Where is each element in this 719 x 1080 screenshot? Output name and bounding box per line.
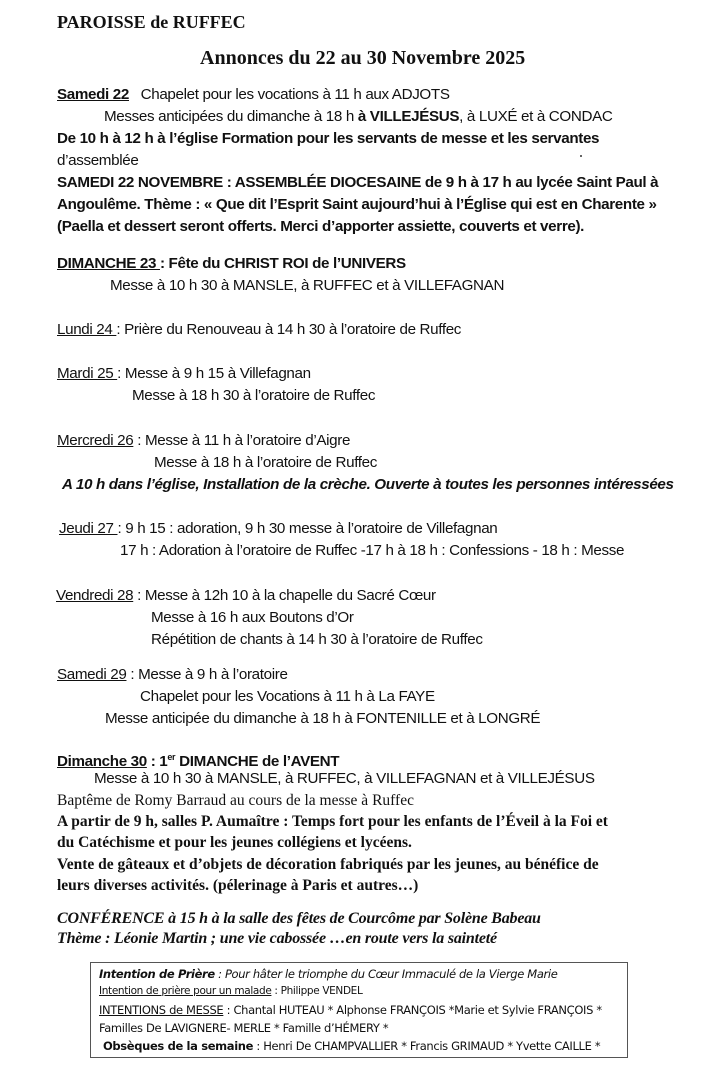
vendredi28-line1 [56,586,436,606]
prayer-label: Intention de Prière [99,967,215,981]
mass-text: : Chantal HUTEAU * Alphonse FRANÇOIS *Marie et Sylvie FRANÇOIS * [223,1003,602,1017]
dimanche30-line1: Messe à 10 h 30 à MANSLE, à RUFFEC, à VILLEFAGNAN et à VILLEJÉSUS [94,770,595,787]
speck [580,155,582,157]
heading-text: DIMANCHE de l’AVENT [175,753,340,771]
vendredi28-line3: Répétition de chants à 14 h 30 à l’oratoire de Ruffec [151,631,483,648]
dimanche30-line4: du Catéchisme et pour les jeunes collégiens et lycéens. [57,834,412,851]
day-label: Samedi 22 [57,86,129,103]
samedi22-line5: SAMEDI 22 NOVEMBRE : ASSEMBLÉE DIOCESAINE de 9 h à 17 h au lycée Saint Paul à [57,174,659,191]
dimanche30-line5: Vente de gâteaux et d’objets de décoration fabriqués par les jeunes, au bénéfice de [57,856,599,873]
mercredi26-line1 [57,431,350,451]
announcement-text: Chapelet pour les vocations à 11 h aux ADJOTS [140,86,450,103]
lundi24-line1 [57,320,461,340]
dimanche23-heading [57,254,406,274]
samedi22-line6: Angoulême. Thème : « Que dit l’Esprit Saint aujourd’hui à l’Église qui est en Charente » [57,196,657,213]
day-label: DIMANCHE 23 [57,255,160,272]
mass-intentions [99,1003,602,1017]
mercredi26-line3: A 10 h dans l’église, Installation de la crèche. Ouverte à toutes les personnes intéressées [62,476,674,493]
day-label: Vendredi 28 [56,587,134,604]
samedi29-line2: Chapelet pour les Vocations à 11 h à La FAYE [140,688,435,705]
announcement-text: : 9 h 15 : adoration, 9 h 30 messe à l’oratoire de Villefagnan [117,520,498,537]
samedi22-line1 [57,85,450,105]
samedi29-line1 [57,665,288,685]
mass-intentions-cont: Familles De LAVIGNERE- MERLE * Famille d’HÉMERY * [99,1021,389,1035]
announcement-text: : Prière du Renouveau à 14 h 30 à l’oratoire de Ruffec [116,321,462,338]
samedi22-line2 [104,107,613,127]
announcement-text: : Messe à 9 h à l’oratoire [126,666,288,683]
announcement-text: Messes anticipées du dimanche à 18 h [104,108,358,125]
prayer-text: : Pour hâter le triomphe du Cœur Immaculé de la Vierge Marie [214,967,558,981]
funeral-label: Obsèques de la semaine [103,1039,254,1053]
day-label: Jeudi 27 [59,520,118,537]
page-title: Annonces du 22 au 30 Novembre 2025 [200,47,526,69]
sick-label: Intention de prière pour un malade [99,985,272,997]
vendredi28-line2: Messe à 16 h aux Boutons d’Or [151,609,354,626]
announcement-text: : Messe à 9 h 15 à Villefagnan [117,365,311,382]
mardi25-line2: Messe à 18 h 30 à l’oratoire de Ruffec [132,387,376,404]
dimanche30-line2: Baptême de Romy Barraud au cours de la messe à Ruffec [57,792,414,809]
jeudi27-line1 [59,519,497,539]
ordinal-suffix: er [167,752,176,762]
sick-intention [99,985,362,997]
samedi22-line4: d’assemblée [57,152,139,169]
samedi22-line3: De 10 h à 12 h à l’église Formation pour les servants de messe et les servantes [57,130,600,147]
dimanche30-line6: leurs diverses activités. (pélerinage à Paris et autres…) [57,877,419,894]
day-label: Dimanche 30 [57,753,147,771]
announcement-bold: à VILLEJÉSUS [357,108,460,125]
mass-label: INTENTIONS de MESSE [99,1003,224,1017]
sick-text: : Philippe VENDEL [271,985,363,997]
day-label: Mardi 25 [57,365,118,382]
heading-text: : 1 [146,753,168,771]
funerals [103,1039,600,1053]
funeral-text: : Henri De CHAMPVALLIER * Francis GRIMAUD * Yvette CAILLE * [253,1039,601,1053]
prayer-intention [99,967,557,981]
announcement-text: : Messe à 12h 10 à la chapelle du Sacré Cœur [133,587,436,604]
announcement-text: , à LUXÉ et à CONDAC [459,108,613,125]
conference-line2: Thème : Léonie Martin ; une vie cabossée …en route vers la sainteté [57,930,497,947]
conference-line1: CONFÉRENCE à 15 h à la salle des fêtes de Courcôme par Solène Babeau [57,910,541,927]
samedi22-line7: (Paella et dessert seront offerts. Merci d’apporter assiette, couverts et verre). [57,218,585,235]
dimanche30-line3: A partir de 9 h, salles P. Aumaître : Temps fort pour les enfants de l’Éveil à la Foi et [57,813,608,830]
mercredi26-line2: Messe à 18 h à l’oratoire de Ruffec [154,454,378,471]
day-label: Lundi 24 [57,321,117,338]
dimanche23-line1: Messe à 10 h 30 à MANSLE, à RUFFEC et à VILLEFAGNAN [110,277,505,294]
announcement-text: : Messe à 11 h à l’oratoire d’Aigre [133,432,351,449]
samedi29-line3: Messe anticipée du dimanche à 18 h à FONTENILLE et à LONGRÉ [105,710,541,727]
feast-title: : Fête du CHRIST ROI de l’UNIVERS [159,255,406,272]
parish-name: PAROISSE de RUFFEC [57,12,246,32]
jeudi27-line2: 17 h : Adoration à l’oratoire de Ruffec -17 h à 18 h : Confessions - 18 h : Messe [120,542,625,559]
intentions-box [90,962,628,1058]
mardi25-line1 [57,364,311,384]
day-label: Samedi 29 [57,666,127,683]
day-label: Mercredi 26 [57,432,134,449]
